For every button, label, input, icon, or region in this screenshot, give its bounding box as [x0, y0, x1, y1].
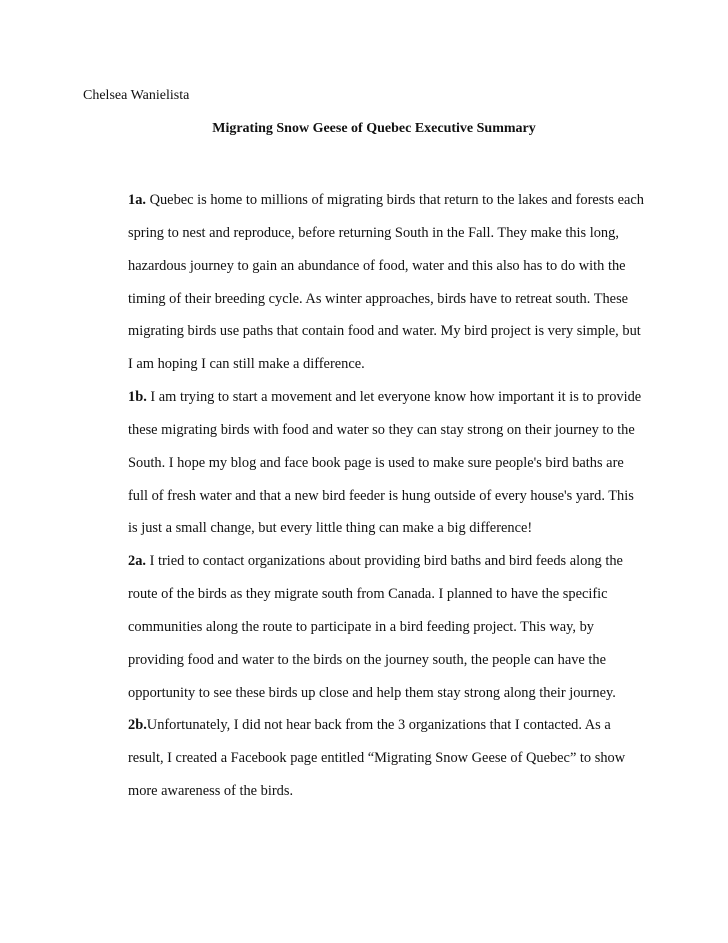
- text-line: [128, 651, 606, 669]
- text-line: [128, 684, 616, 702]
- text-line: [128, 749, 625, 767]
- text-line: [128, 585, 608, 603]
- line-text: full of fresh water and that a new bird feeder is hung outside of every house's yard. This: [128, 488, 634, 504]
- author-name: Chelsea Wanielista: [83, 88, 190, 103]
- text-line: [128, 290, 628, 308]
- line-text: South. I hope my blog and face book page is used to make sure people's bird baths are: [128, 455, 624, 471]
- line-text: timing of their breeding cycle. As winter approaches, birds have to retreat south. These: [128, 291, 629, 307]
- text-line: [128, 191, 644, 209]
- line-text: opportunity to see these birds up close and help them stay strong along their journey.: [128, 685, 616, 701]
- section-label: 2a.: [128, 553, 146, 569]
- text-line: [128, 421, 635, 439]
- line-text: communities along the route to participate in a bird feeding project. This way, by: [128, 619, 594, 635]
- line-text: Quebec is home to millions of migrating birds that return to the lakes and forests each: [146, 192, 644, 208]
- line-text: I am trying to start a movement and let everyone know how important it is to provide: [146, 389, 642, 405]
- text-line: [128, 355, 365, 373]
- text-line: [128, 487, 634, 505]
- text-line: [128, 519, 532, 537]
- line-text: route of the birds as they migrate south from Canada. I planned to have the specific: [128, 586, 608, 602]
- text-line: [128, 716, 611, 734]
- text-line: [128, 782, 293, 800]
- document-title: Migrating Snow Geese of Quebec Executive Summary: [212, 121, 536, 136]
- line-text: more awareness of the birds.: [128, 783, 294, 799]
- text-line: [128, 224, 619, 242]
- line-text: spring to nest and reproduce, before returning South in the Fall. They make this long,: [128, 225, 619, 241]
- line-text: I tried to contact organizations about providing bird baths and bird feeds along the: [146, 553, 623, 569]
- line-text: Unfortunately, I did not hear back from the 3 organizations that I contacted. As a: [146, 717, 611, 733]
- line-text: providing food and water to the birds on the journey south, the people can have the: [128, 652, 606, 668]
- line-text: migrating birds use paths that contain food and water. My bird project is very simple, but: [128, 323, 641, 339]
- section-label: 1b.: [128, 389, 147, 405]
- line-text: is just a small change, but every little thing can make a big difference!: [128, 520, 533, 536]
- text-line: [128, 322, 641, 340]
- text-line: [128, 454, 624, 472]
- text-line: [128, 618, 594, 636]
- section-label: 2b.: [128, 717, 147, 733]
- line-text: these migrating birds with food and water so they can stay strong on their journey to the: [128, 422, 635, 438]
- text-line: [128, 552, 623, 570]
- text-line: [128, 388, 641, 406]
- text-line: [128, 257, 626, 275]
- line-text: hazardous journey to gain an abundance of food, water and this also has to do with the: [128, 258, 626, 274]
- line-text: result, I created a Facebook page entitled “Migrating Snow Geese of Quebec” to show: [128, 750, 626, 766]
- section-label: 1a.: [128, 192, 146, 208]
- line-text: I am hoping I can still make a difference.: [128, 356, 365, 372]
